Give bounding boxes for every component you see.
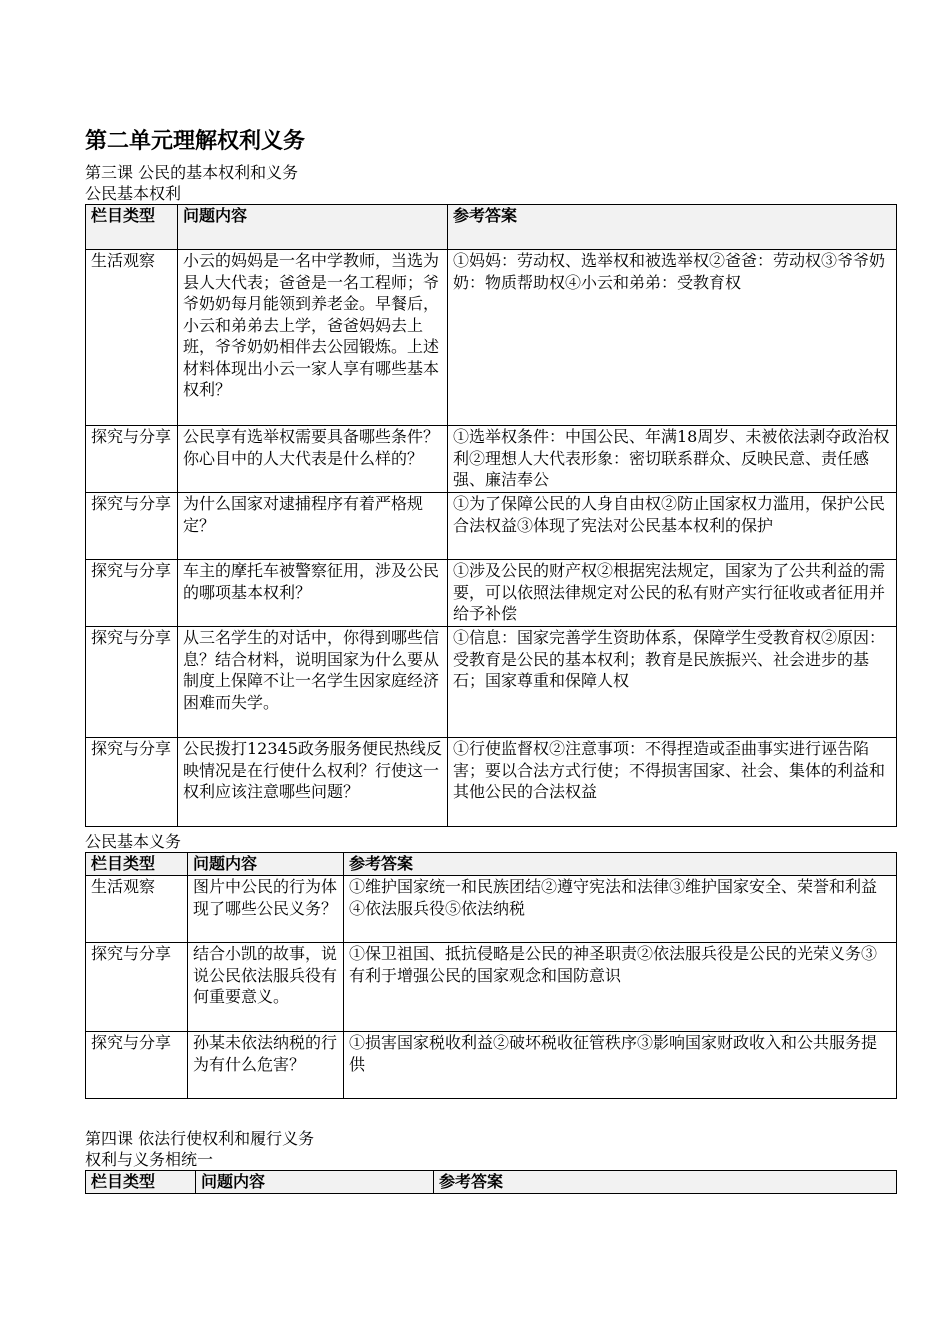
- row-answer: ①行使监督权②注意事项：不得捏造或歪曲事实进行诬告陷害；要以合法方式行使；不得损害国家、社会、集体的利益和其他公民的合法权益: [448, 738, 897, 827]
- header-answer: 参考答案: [344, 853, 897, 876]
- header-question: 问题内容: [196, 1171, 434, 1194]
- row-type: 探究与分享: [86, 426, 178, 493]
- duties-table: [85, 852, 897, 1099]
- row-answer: ①维护国家统一和民族团结②遵守宪法和法律③维护国家安全、荣誉和利益④依法服兵役⑤依法纳税: [344, 876, 897, 943]
- header-answer: 参考答案: [448, 205, 897, 250]
- row-type: 探究与分享: [86, 627, 178, 738]
- table-row: [86, 250, 897, 426]
- unity-section-title: 权利与义务相统一: [85, 1150, 214, 1169]
- header-type: 栏目类型: [86, 1171, 196, 1194]
- row-question: 图片中公民的行为体现了哪些公民义务？: [188, 876, 344, 943]
- row-type: 探究与分享: [86, 738, 178, 827]
- table-row: [86, 426, 897, 493]
- row-type: 探究与分享: [86, 943, 188, 1032]
- header-question: 问题内容: [188, 853, 344, 876]
- table-row: [86, 1032, 897, 1099]
- table-row: [86, 493, 897, 560]
- header-type: 栏目类型: [86, 853, 188, 876]
- row-question: 孙某未依法纳税的行为有什么危害？: [188, 1032, 344, 1099]
- table-header-row: [86, 853, 897, 876]
- lesson4-title: 第四课 依法行使权利和履行义务: [85, 1129, 315, 1148]
- row-type: 生活观察: [86, 250, 178, 426]
- row-answer: ①妈妈：劳动权、选举权和被选举权②爸爸：劳动权③爷爷奶奶：物质帮助权④小云和弟弟：受教育权: [448, 250, 897, 426]
- row-type: 探究与分享: [86, 560, 178, 627]
- row-question: 为什么国家对逮捕程序有着严格规定？: [178, 493, 448, 560]
- table-row: [86, 738, 897, 827]
- duties-section-title: 公民基本义务: [85, 832, 182, 851]
- table-row: [86, 876, 897, 943]
- lesson3-title: 第三课 公民的基本权利和义务: [85, 163, 299, 182]
- header-answer: 参考答案: [434, 1171, 897, 1194]
- rights-section-title: 公民基本权利: [85, 184, 182, 203]
- header-question: 问题内容: [178, 205, 448, 250]
- row-type: 探究与分享: [86, 493, 178, 560]
- unity-table: [85, 1170, 897, 1194]
- table-row: [86, 560, 897, 627]
- document-page: [85, 122, 897, 1194]
- unit-title: 第二单元理解权利义务: [85, 129, 306, 154]
- table-header-row: [86, 1171, 897, 1194]
- row-answer: ①选举权条件：中国公民、年满18周岁、未被依法剥夺政治权利②理想人大代表形象：密切联系群众、反映民意、责任感强、廉洁奉公: [448, 426, 897, 493]
- row-answer: ①为了保障公民的人身自由权②防止国家权力滥用，保护公民合法权益③体现了宪法对公民基本权利的保护: [448, 493, 897, 560]
- row-answer: ①损害国家税收利益②破坏税收征管秩序③影响国家财政收入和公共服务提供: [344, 1032, 897, 1099]
- row-question: 从三名学生的对话中，你得到哪些信息？结合材料，说明国家为什么要从制度上保障不让一名学生因家庭经济困难而失学。: [178, 627, 448, 738]
- row-answer: ①保卫祖国、抵抗侵略是公民的神圣职责②依法服兵役是公民的光荣义务③有利于增强公民的国家观念和国防意识: [344, 943, 897, 1032]
- table-row: [86, 943, 897, 1032]
- header-type: 栏目类型: [86, 205, 178, 250]
- row-question: 公民拨打12345政务服务便民热线反映情况是在行使什么权利？行使这一权利应该注意哪些问题？: [178, 738, 448, 827]
- row-question: 公民享有选举权需要具备哪些条件？你心目中的人大代表是什么样的？: [178, 426, 448, 493]
- rights-table: [85, 204, 897, 827]
- row-answer: ①信息：国家完善学生资助体系，保障学生受教育权②原因：受教育是公民的基本权利；教育是民族振兴、社会进步的基石；国家尊重和保障人权: [448, 627, 897, 738]
- table-header-row: [86, 205, 897, 250]
- row-type: 生活观察: [86, 876, 188, 943]
- row-type: 探究与分享: [86, 1032, 188, 1099]
- row-answer: ①涉及公民的财产权②根据宪法规定，国家为了公共利益的需要，可以依照法律规定对公民的私有财产实行征收或者征用并给予补偿: [448, 560, 897, 627]
- row-question: 小云的妈妈是一名中学教师，当选为县人大代表；爸爸是一名工程师；爷爷奶奶每月能领到养老金。早餐后，小云和弟弟去上学，爸爸妈妈去上班，爷爷奶奶相伴去公园锻炼。上述材料体现出小云一家人享有哪些基本权利？: [178, 250, 448, 426]
- table-row: [86, 627, 897, 738]
- row-question: 车主的摩托车被警察征用，涉及公民的哪项基本权利？: [178, 560, 448, 627]
- row-question: 结合小凯的故事，说说公民依法服兵役有何重要意义。: [188, 943, 344, 1032]
